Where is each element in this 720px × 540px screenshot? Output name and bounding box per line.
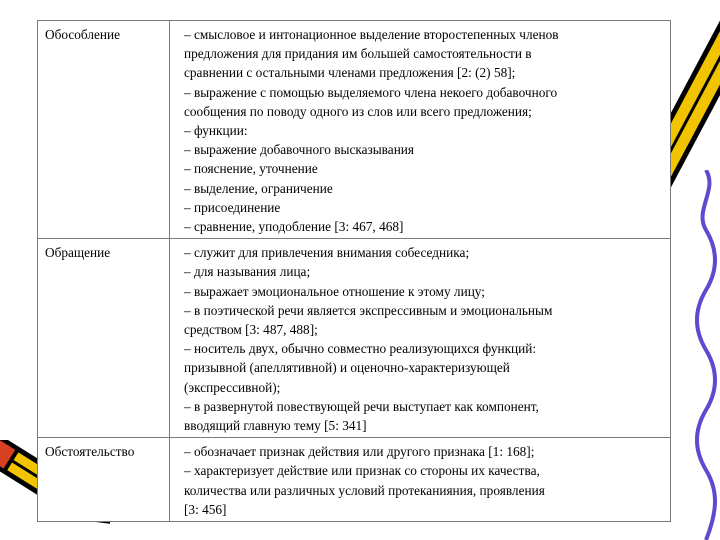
definitions-table bbox=[37, 20, 671, 522]
definition-cell bbox=[170, 438, 671, 522]
definition-line: сравнении с остальными членами предложения [2: (2) 58]; bbox=[184, 65, 516, 81]
definition-line: – носитель двух, обычно совместно реализующихся функций: bbox=[184, 341, 537, 357]
definition-line: – смысловое и интонационное выделение второстепенных членов bbox=[184, 27, 559, 42]
squiggle-decoration bbox=[692, 170, 720, 540]
definition-line: – для называния лица; bbox=[184, 264, 311, 280]
definition-line: предложения для придания им большей самостоятельности в bbox=[184, 46, 532, 62]
definition-line: – в развернутой повествующей речи выступает как компонент, bbox=[184, 398, 539, 414]
definition-line: – выделение, ограничение bbox=[184, 180, 333, 196]
definition-line: призывной (апеллятивной) и оценочно-характеризующей bbox=[184, 360, 510, 376]
definition-cell bbox=[170, 21, 671, 239]
definition-line: – выражает эмоциональное отношение к этому лицу; bbox=[184, 283, 485, 299]
definition-line: [3: 456] bbox=[184, 501, 227, 517]
definition-cell bbox=[170, 239, 671, 438]
term-cell: Обращение bbox=[38, 239, 170, 438]
table-row bbox=[38, 438, 671, 522]
definition-line: – обозначает признак действия или другого признака [1: 168]; bbox=[184, 444, 535, 460]
definition-line: количества или различных условий протеканияния, проявления bbox=[184, 482, 545, 498]
definition-line: – в поэтической речи является экспрессивным и эмоциональным bbox=[184, 302, 553, 318]
definition-line: сообщения по поводу одного из слов или всего предложения; bbox=[184, 103, 532, 119]
term-cell: Обособление bbox=[38, 21, 170, 239]
definition-line: вводящий главную тему [5: 341] bbox=[184, 418, 367, 434]
definition-line: – служит для привлечения внимания собеседника; bbox=[184, 245, 470, 261]
definition-line: – выражение с помощью выделяемого члена некоего добавочного bbox=[184, 84, 558, 100]
definition-line: (экспрессивной); bbox=[184, 379, 281, 395]
definition-line: – выражение добавочного высказывания bbox=[184, 142, 415, 158]
definition-line: – функции: bbox=[184, 123, 248, 139]
definition-line: – характеризует действие или признак со стороны их качества, bbox=[184, 463, 540, 479]
term-cell: Обстоятельство bbox=[38, 438, 170, 522]
definition-line: – присоединение bbox=[184, 199, 281, 215]
table-row bbox=[38, 21, 671, 239]
definition-line: – сравнение, уподобление [3: 467, 468] bbox=[184, 219, 404, 235]
definition-line: – пояснение, уточнение bbox=[184, 161, 318, 177]
table-row bbox=[38, 239, 671, 438]
definition-line: средством [3: 487, 488]; bbox=[184, 322, 318, 338]
